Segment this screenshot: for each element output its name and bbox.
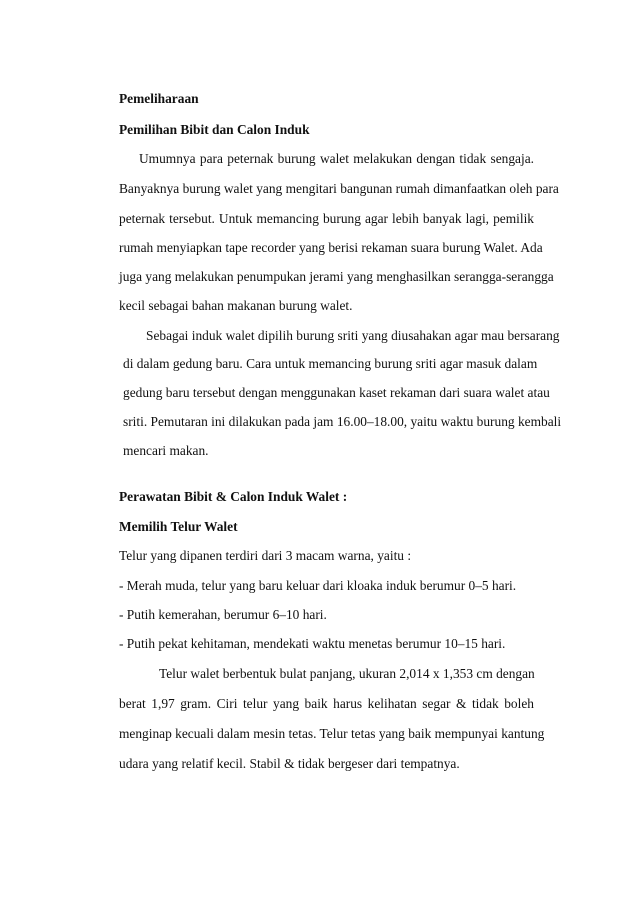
paragraph-line: gedung baru tersebut dengan menggunakan kaset rekaman dari suara walet atau xyxy=(123,385,550,400)
paragraph-line: berat 1,97 gram. Ciri telur yang baik harus kelihatan segar & tidak boleh xyxy=(119,696,534,711)
paragraph-line: udara yang relatif kecil. Stabil & tidak bergeser dari tempatnya. xyxy=(119,756,460,771)
paragraph-line: rumah menyiapkan tape recorder yang berisi rekaman suara burung Walet. Ada xyxy=(119,240,543,255)
heading-perawatan: Perawatan Bibit & Calon Induk Walet : xyxy=(119,489,348,504)
paragraph-line: juga yang melakukan penumpukan jerami yang menghasilkan serangga-serangga xyxy=(119,269,554,284)
paragraph-line: Umumnya para peternak burung walet melakukan dengan tidak sengaja. xyxy=(139,151,534,166)
list-item: - Putih pekat kehitaman, mendekati waktu menetas berumur 10–15 hari. xyxy=(119,636,506,651)
heading-pemeliharaan: Pemeliharaan xyxy=(119,91,199,106)
list-item: - Merah muda, telur yang baru keluar dari kloaka induk berumur 0–5 hari. xyxy=(119,578,517,593)
heading-memilih-telur: Memilih Telur Walet xyxy=(119,519,238,534)
paragraph-line: mencari makan. xyxy=(123,443,209,458)
paragraph-line: Telur walet berbentuk bulat panjang, ukuran 2,014 x 1,353 cm dengan xyxy=(159,666,535,681)
paragraph-line: peternak tersebut. Untuk memancing burung agar lebih banyak lagi, pemilik xyxy=(119,211,534,226)
list-item: - Putih kemerahan, berumur 6–10 hari. xyxy=(119,607,327,622)
egg-list-intro: Telur yang dipanen terdiri dari 3 macam warna, yaitu : xyxy=(119,548,412,563)
heading-pemilihan-bibit: Pemilihan Bibit dan Calon Induk xyxy=(119,122,310,137)
paragraph-line: Banyaknya burung walet yang mengitari bangunan rumah dimanfaatkan oleh para xyxy=(119,181,559,196)
paragraph-line: Sebagai induk walet dipilih burung sriti yang diusahakan agar mau bersarang xyxy=(146,328,560,343)
paragraph-line: kecil sebagai bahan makanan burung walet. xyxy=(119,298,353,313)
paragraph-line: sriti. Pemutaran ini dilakukan pada jam 16.00–18.00, yaitu waktu burung kembali xyxy=(123,414,562,429)
paragraph-line: menginap kecuali dalam mesin tetas. Telur tetas yang baik mempunyai kantung xyxy=(119,726,545,741)
paragraph-line: di dalam gedung baru. Cara untuk memancing burung sriti agar masuk dalam xyxy=(123,356,538,371)
